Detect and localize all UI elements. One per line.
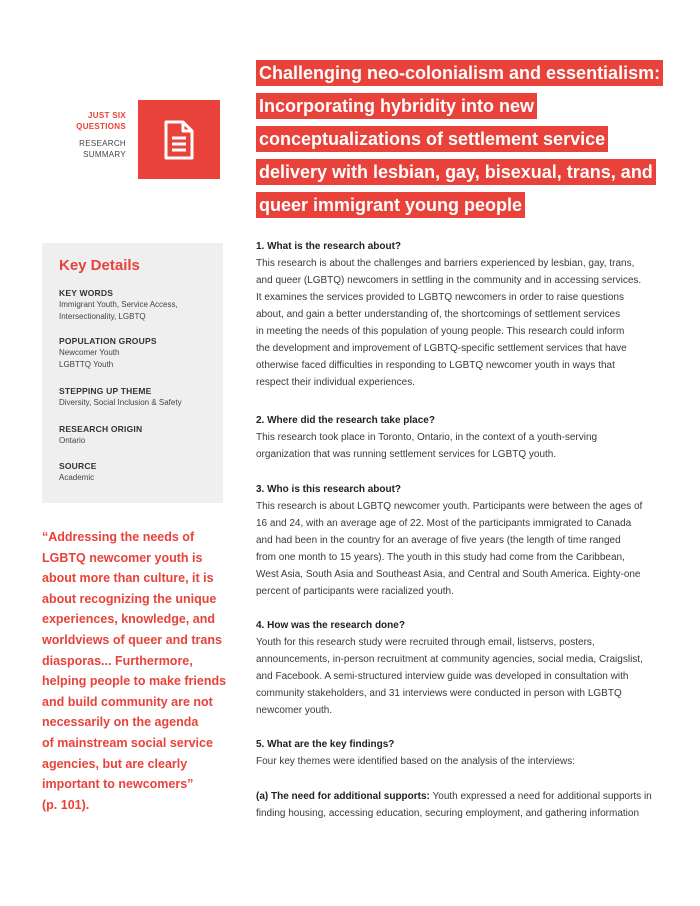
quote-line: helping people to make friends (42, 674, 227, 689)
source-group (59, 460, 219, 484)
body-line: from one month to 15 years). The youth in this study had come from the Caribbean, (256, 552, 625, 563)
section-research-location (256, 412, 656, 463)
body-line: announcements, in-person recruitment at community agencies, social media, Craigslist, (256, 654, 643, 665)
body-line: West Asia, South Asia and Southeast Asia, and Central and South America. Eighty-one (256, 569, 641, 580)
detail-label: RESEARCH ORIGIN (59, 424, 143, 434)
detail-value: LGBTTQ Youth (59, 360, 114, 369)
quote-line: worldviews of queer and trans (42, 632, 222, 647)
series-brand (6, 110, 126, 160)
body-line: and Facebook. A semi-structured interview guide was developed in consultation with (256, 671, 629, 682)
body-line: Youth for this research study were recruited through email, listservs, posters, (256, 637, 595, 648)
body-line: otherwise faced difficulties in responding to LGBTQ newcomer youth in ways that (256, 360, 615, 371)
document-icon-box (138, 100, 220, 179)
body-line: percent of participants were racialized youth. (256, 586, 454, 597)
finding-label: (a) The need for additional supports: (256, 791, 430, 802)
title-line: Challenging neo-colonialism and essentialism: (256, 60, 663, 86)
detail-label: KEY WORDS (59, 288, 114, 298)
finding-a (256, 788, 656, 822)
body-line: This research took place in Toronto, Ontario, in the context of a youth-serving (256, 432, 598, 443)
quote-line: necessarily on the agenda (42, 715, 199, 730)
body-line: This research is about LGBTQ newcomer youth. Participants were between the ages of (256, 501, 643, 512)
quote-line: about recognizing the unique (42, 591, 217, 606)
brand-line: SUMMARY (83, 150, 126, 159)
research-origin-group (59, 423, 219, 447)
pull-quote (42, 527, 232, 815)
body-line: respect their individual experiences. (256, 377, 415, 388)
stepping-up-theme-group (59, 385, 219, 409)
detail-value: Newcomer Youth (59, 348, 120, 357)
quote-line: experiences, knowledge, and (42, 612, 215, 627)
page-title (256, 60, 661, 225)
body-line: about, and gain a better understanding of, the shortcomings of settlement services (256, 309, 621, 320)
detail-label: STEPPING UP THEME (59, 386, 152, 396)
quote-line: diasporas... Furthermore, (42, 653, 193, 668)
body-line: It examines the services provided to LGBTQ newcomers in order to raise questions (256, 292, 624, 303)
title-line: Incorporating hybridity into new (256, 93, 537, 119)
section-heading: 1. What is the research about? (256, 241, 402, 252)
brand-line: RESEARCH (79, 139, 126, 148)
section-research-subjects (256, 481, 656, 600)
quote-line: LGBTQ newcomer youth is (42, 550, 203, 565)
body-line: organization that was running settlement services for LGBTQ youth. (256, 449, 557, 460)
population-groups-group (59, 335, 219, 371)
brand-line: JUST SIX (88, 111, 126, 120)
section-heading: 4. How was the research done? (256, 620, 405, 631)
quote-line: about more than culture, it is (42, 571, 214, 586)
detail-value: Ontario (59, 436, 86, 445)
finding-line (256, 788, 656, 805)
section-heading: 3. Who is this research about? (256, 484, 402, 495)
detail-value: Immigrant Youth, Service Access, (59, 300, 178, 309)
section-research-about (256, 238, 656, 391)
body-line: and had been in the country for an average of five years (the length of time ranged (256, 535, 621, 546)
detail-value: Academic (59, 473, 95, 482)
quote-line: (p. 101). (42, 797, 90, 812)
key-details-heading: Key Details (59, 257, 140, 274)
body-line: newcomer youth. (256, 705, 333, 716)
key-details-panel (42, 243, 223, 503)
detail-value: Intersectionality, LGBTQ (59, 312, 146, 321)
detail-label: SOURCE (59, 461, 97, 471)
body-line: Four key themes were identified based on the analysis of the interviews: (256, 756, 576, 767)
body-line: the development and improvement of LGBTQ-specific settlement services that have (256, 343, 627, 354)
body-line: This research is about the challenges and barriers experienced by lesbian, gay, trans, (256, 258, 635, 269)
key-words-group (59, 287, 219, 323)
quote-line: important to newcomers” (42, 777, 194, 792)
title-line: delivery with lesbian, gay, bisexual, trans, and (256, 159, 656, 185)
body-line: finding housing, accessing education, securing employment, and gathering information (256, 808, 640, 819)
body-line: 16 and 24, with an average age of 22. Most of the participants immigrated to Canada (256, 518, 632, 529)
section-heading: 2. Where did the research take place? (256, 415, 435, 426)
quote-line: of mainstream social service (42, 735, 213, 750)
detail-value: Diversity, Social Inclusion & Safety (59, 398, 182, 407)
section-key-findings (256, 736, 656, 770)
quote-line: “Addressing the needs of (42, 530, 195, 544)
quote-line: and build community are not (42, 694, 213, 709)
quote-line: agencies, but are clearly (42, 756, 188, 771)
body-line: in meeting the needs of this population of young people. This research could inform (256, 326, 625, 337)
section-research-method (256, 617, 656, 719)
title-line: queer immigrant young people (256, 192, 525, 218)
title-line: conceptualizations of settlement service (256, 126, 608, 152)
body-line: community stakeholders, and 31 interviews were conducted in person with LGBTQ (256, 688, 622, 699)
body-line: and queer (LGBTQ) newcomers in settling in the community and in accessing services. (256, 275, 642, 286)
finding-text: Youth expressed a need for additional supports in (429, 791, 652, 802)
document-icon (163, 119, 195, 161)
detail-label: POPULATION GROUPS (59, 336, 157, 346)
section-heading: 5. What are the key findings? (256, 739, 395, 750)
brand-line: QUESTIONS (76, 122, 126, 131)
